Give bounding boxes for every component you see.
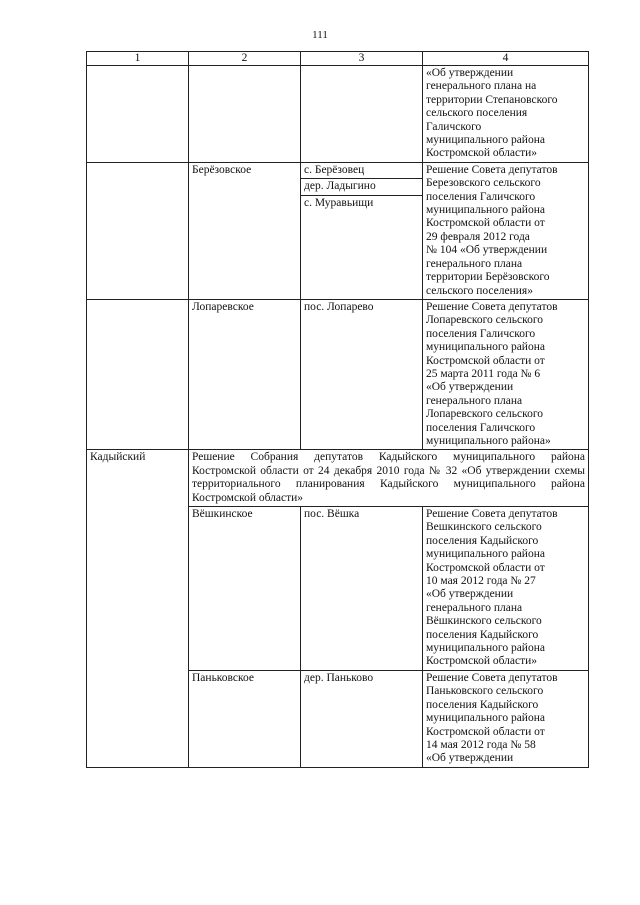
header-row [87, 52, 589, 66]
decision-line: поселения Кадыйского [426, 534, 539, 547]
locality-cell: пос. Лопарево [301, 299, 423, 449]
decision-cell [423, 66, 589, 163]
decision-cell [423, 507, 589, 671]
decision-cell [423, 162, 589, 299]
decision-line: поселения Кадыйского [426, 628, 539, 641]
decision-line: Костромской области от [426, 725, 545, 738]
decision-line: муниципального района [426, 642, 545, 655]
decision-line: территории Берёзовского [426, 271, 550, 284]
header-col-2: 2 [189, 52, 301, 66]
district-decision-cell: Решение Собрания депутатов Кадыйского муниципального района Костромской области от 24 декабря 2010 года № 32 «Об утверждении схемы территориального планирования Кадыйского муниципального района Костромской области» [189, 450, 589, 507]
locality-cell: пос. Вёшка [301, 507, 423, 671]
decision-line: муниципального района [426, 341, 545, 354]
decision-line: Решение Совета депутатов [426, 300, 558, 313]
decision-line: № 104 «Об утверждении [426, 244, 548, 257]
decision-line: Костромской области от [426, 561, 545, 574]
plans-table [86, 51, 589, 768]
settlement-cell [189, 66, 301, 163]
decision-line: муниципального района [426, 712, 545, 725]
decision-line: поселения Галичского [426, 327, 536, 340]
page-number: 111 [312, 29, 328, 41]
decision-line: 10 мая 2012 года № 27 [426, 575, 536, 588]
decision-line: сельского поселения» [426, 284, 533, 297]
decision-line: «Об утверждении [426, 67, 514, 79]
header-col-3: 3 [301, 52, 423, 66]
decision-line: генерального плана на [426, 80, 537, 93]
decision-line: генерального плана [426, 257, 523, 270]
decision-line: поселения Кадыйского [426, 698, 539, 711]
decision-line: 14 мая 2012 года № 58 [426, 738, 536, 751]
settlement-cell: Берёзовское [189, 162, 301, 299]
decision-line: муниципального района [426, 548, 545, 561]
decision-line: Костромской области» [426, 147, 538, 160]
decision-line: Вешкинского сельского [426, 521, 542, 534]
locality-item: дер. Ладыгино [301, 179, 422, 195]
table-row [87, 299, 589, 449]
decision-line: генерального плана [426, 394, 523, 407]
settlement-cell: Лопаревское [189, 299, 301, 449]
table-row [87, 162, 589, 299]
settlement-cell: Вёшкинское [189, 507, 301, 671]
district-cell: Кадыйский [87, 450, 189, 767]
decision-line: Костромской области от [426, 217, 545, 230]
settlement-cell: Паньковское [189, 670, 301, 767]
decision-line: муниципального района [426, 204, 545, 217]
decision-line: Березовского сельского [426, 177, 541, 190]
decision-line: Костромской области от [426, 354, 545, 367]
decision-line: Паньковского сельского [426, 685, 544, 698]
decision-line: поселения Галичского [426, 190, 536, 203]
decision-line: «Об утверждении [426, 752, 514, 765]
decision-line: сельского поселения [426, 107, 528, 120]
decision-line: Лопаревского сельского [426, 314, 544, 327]
table-row [87, 66, 589, 163]
decision-line: генерального плана [426, 601, 523, 614]
locality-item: с. Берёзовец [301, 163, 422, 179]
decision-line: Лопаревского сельского [426, 408, 544, 421]
decision-line: Решение Совета депутатов [426, 163, 558, 176]
decision-line: Решение Совета депутатов [426, 671, 558, 684]
locality-cell: дер. Паньково [301, 670, 423, 767]
district-cell [87, 66, 189, 163]
decision-line: Вёшкинского сельского [426, 615, 542, 628]
table-row [87, 450, 589, 507]
decision-line: Решение Совета депутатов [426, 508, 558, 520]
locality-cell [301, 66, 423, 163]
decision-line: Костромской области» [426, 655, 538, 668]
district-cell [87, 162, 189, 299]
decision-line: Галичского [426, 120, 482, 133]
decision-line: 29 февраля 2012 года [426, 230, 530, 243]
district-cell [87, 299, 189, 449]
header-col-4: 4 [423, 52, 589, 66]
header-col-1: 1 [87, 52, 189, 66]
decision-cell [423, 670, 589, 767]
decision-line: муниципального района» [426, 434, 551, 447]
decision-line: поселения Галичского [426, 421, 536, 434]
decision-line: муниципального района [426, 134, 545, 147]
decision-line: «Об утверждении [426, 588, 514, 601]
locality-item: с. Муравьищи [304, 196, 374, 209]
locality-cell [301, 162, 423, 299]
decision-cell [423, 299, 589, 449]
decision-line: 25 марта 2011 года № 6 [426, 367, 541, 380]
decision-line: «Об утверждении [426, 381, 514, 394]
decision-line: территории Степановского [426, 93, 558, 106]
